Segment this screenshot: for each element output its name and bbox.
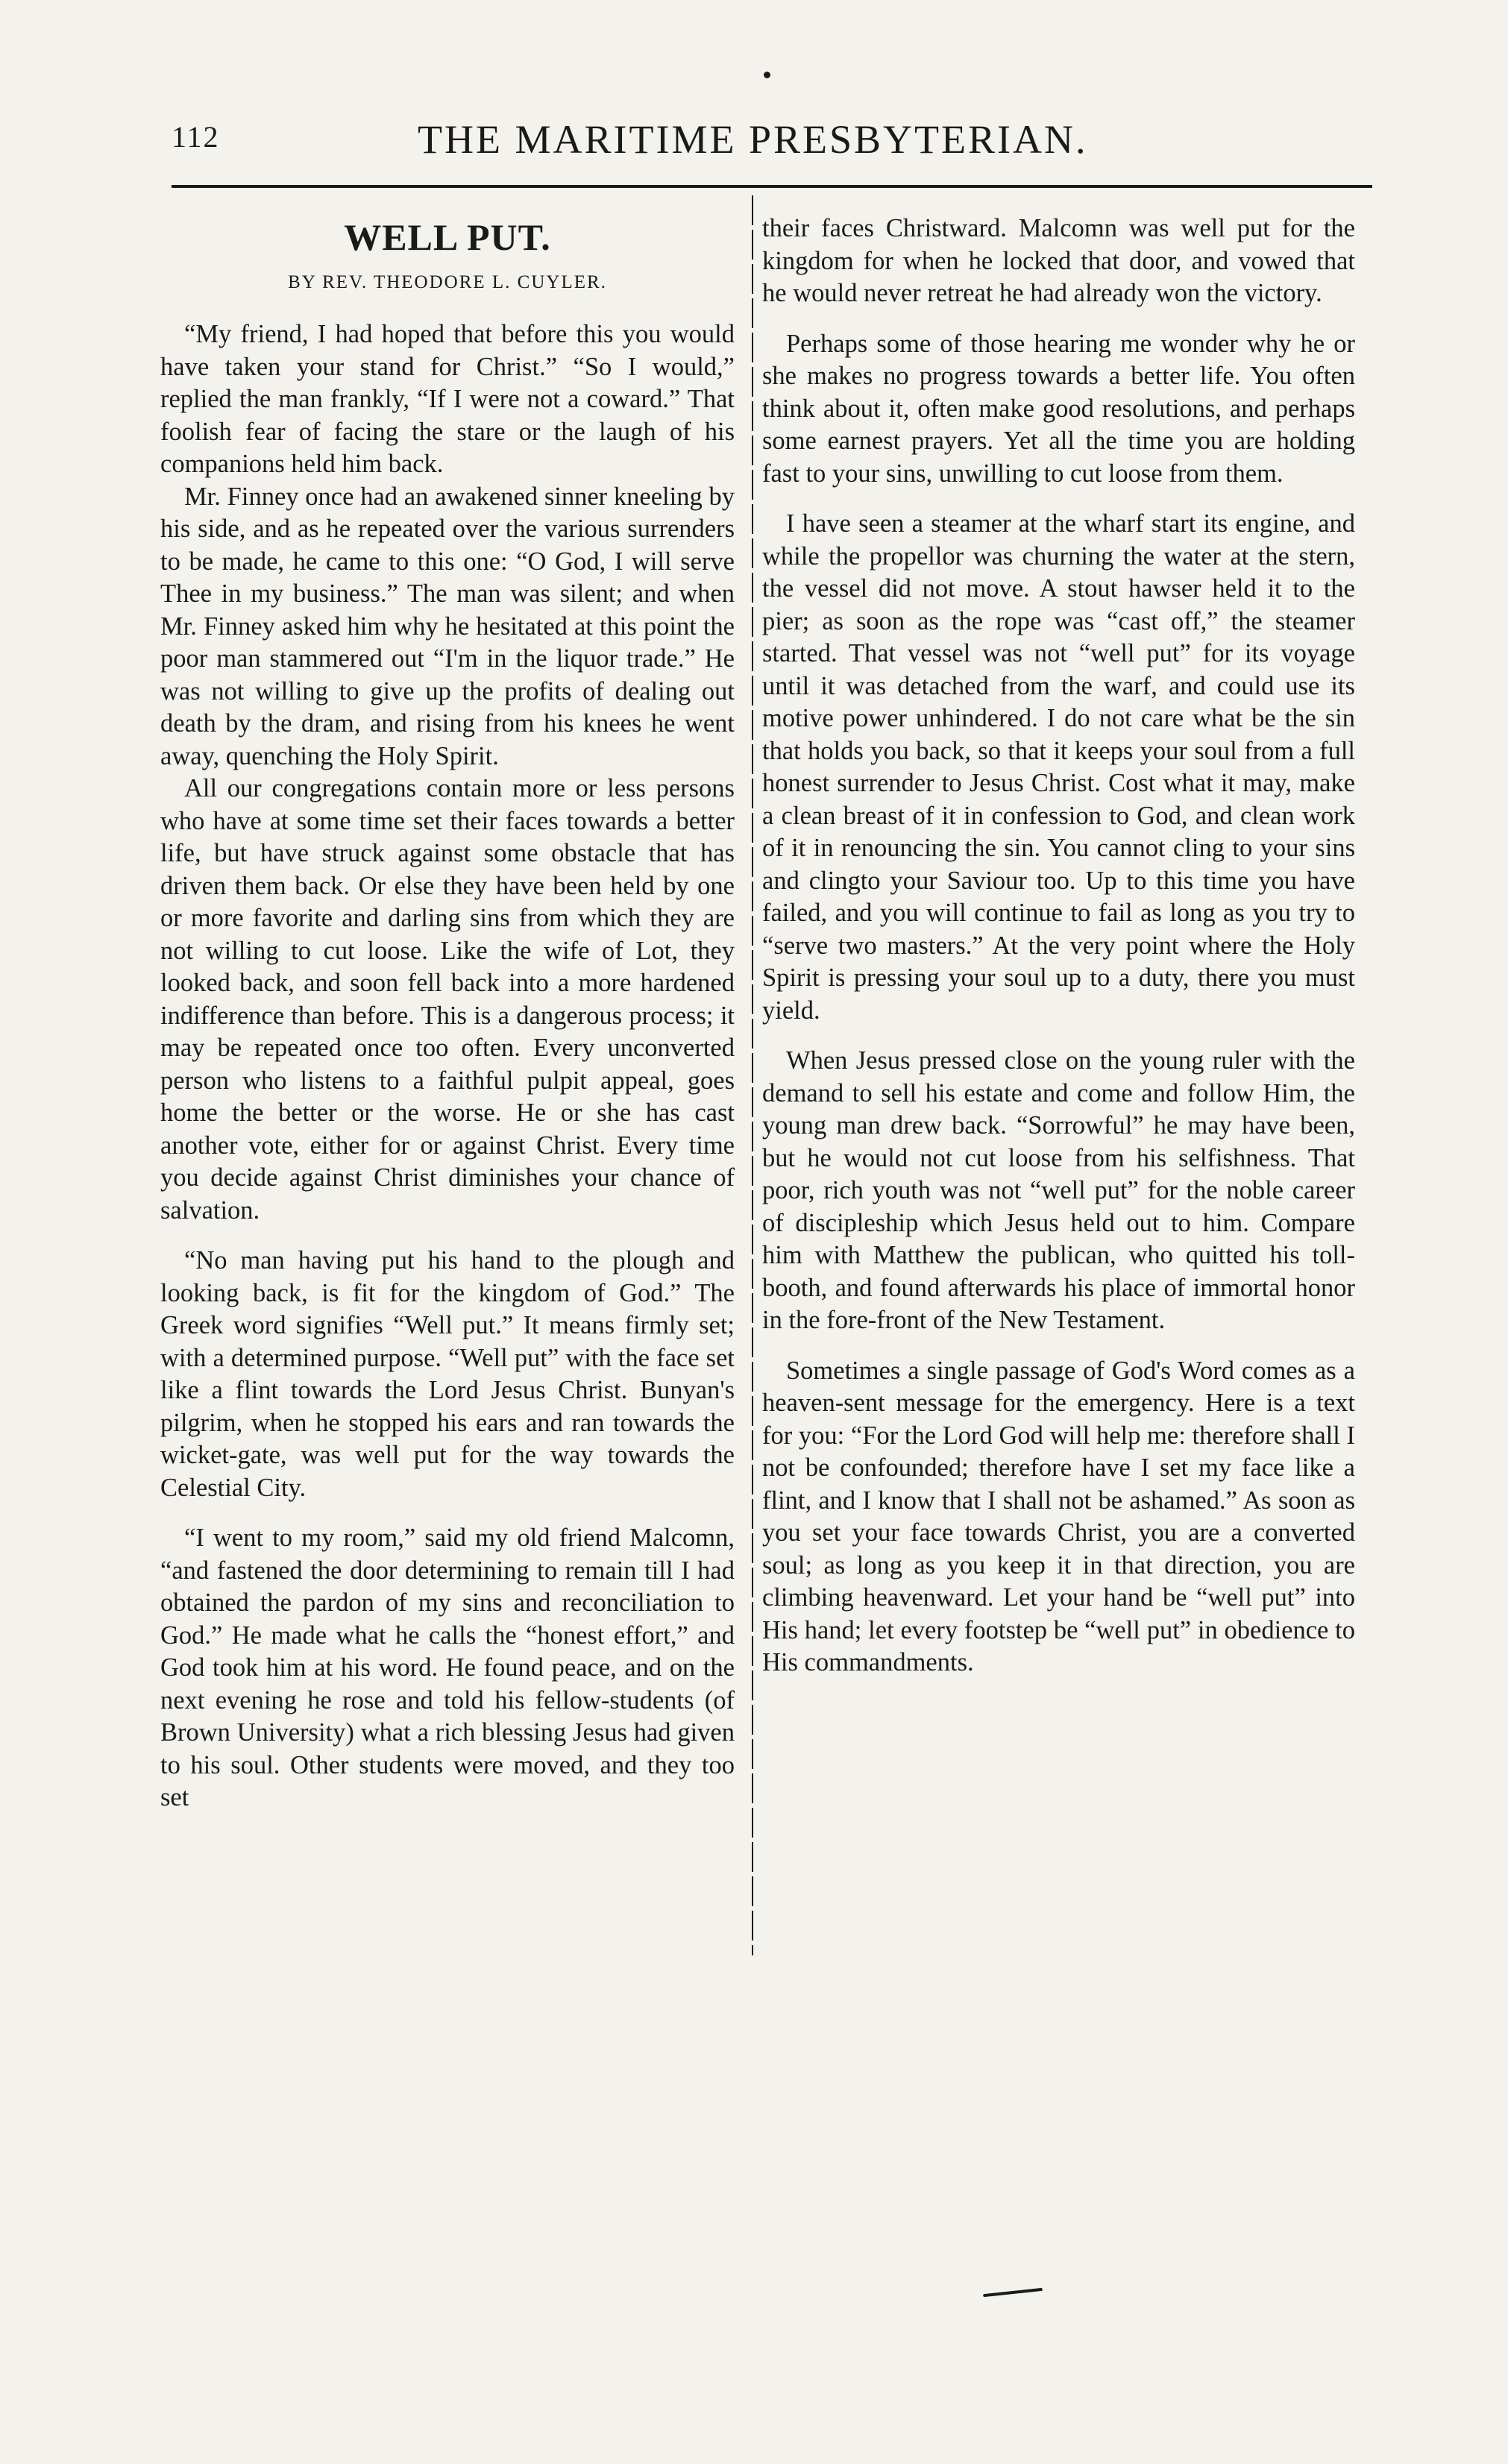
journal-title: THE MARITIME PRESBYTERIAN.: [418, 117, 1088, 162]
header-rule: [172, 185, 1372, 188]
paragraph: Sometimes a single passage of God's Word comes as a heaven-sent message for the emergency. Here is a text for you: “For the Lord God will help me: therefore shall I not be confounded; therefore have I set my face like a flint, and I know that I shall not be ashamed.” As soon as you set your face towards Christ, you are a converted soul; as long as you keep it in that direction, you are climbing heavenward. Let your hand be “well put” into His hand; let every footstep be “well put” in obedience to His commandments.: [762, 1356, 1355, 1676]
paragraph: their faces Christward. Malcomn was well put for the kingdom for when he locked that door, and vowed that he would never retreat he had already won the victory.: [762, 214, 1355, 307]
paragraph: Mr. Finney once had an awakened sinner kneeling by his side, and as he repeated over the various surrenders to be made, he came to this one: “O God, I will serve Thee in my business.” The man was silent; and when Mr. Finney asked him why he hesitated at this point the poor man stammered out “I'm in the liquor trade.” He was not willing to give up the profits of dealing out death by the dram, and rising from his knees he went away, quenching the Holy Spirit.: [160, 482, 735, 770]
running-head: [172, 119, 1372, 164]
paragraph: When Jesus pressed close on the young ruler with the demand to sell his estate and come and follow Him, the young man drew back. “Sorrowful” he may have been, but he would not cut loose from his selfishness. That poor, rich youth was not “well put” for the noble career of discipleship which Jesus held out to him. Compare him with Matthew the publican, who quitted his toll-booth, and found afterwards his place of immortal honor in the fore-front of the New Testament.: [762, 1046, 1355, 1334]
paragraph: Perhaps some of those hearing me wonder why he or she makes no progress towards a better life. You often think about it, often make good resolutions, and perhaps some earnest prayers. Yet all the time you are holding fast to your sins, unwilling to cut loose from them.: [762, 329, 1355, 488]
article-byline: BY REV. THEODORE L. CUYLER.: [288, 272, 607, 292]
paragraph: All our congregations contain more or less persons who have at some time set their faces towards a better life, but have struck against some obstacle that has driven them back. Or else they have been held by one or more favorite and darling sins from which they are not willing to cut loose. Like the wife of Lot, they looked back, and soon fell back into a more hardened indifference than before. This is a dangerous process; it may be repeated once too often. Every unconverted person who listens to a faithful pulpit appeal, goes home the better or the worse. He or she has cast another vote, either for or against Christ. Every time you decide against Christ diminishes your chance of salvation.: [160, 774, 735, 1225]
right-column: [762, 213, 1355, 1679]
paragraph: “No man having put his hand to the plough and looking back, is fit for the kingdom of God.” The Greek word signifies “Well put.” It means firmly set; with a determined purpose. “Well put” with the face set like a flint towards the Lord Jesus Christ. Bunyan's pilgrim, when he stopped his ears and ran towards the wicket-gate, was well put for the way towards the Celestial City.: [160, 1246, 735, 1502]
end-mark: [983, 2288, 1043, 2297]
paragraph: “I went to my room,” said my old friend Malcomn, “and fastened the door determining to remain till I had obtained the pardon of my sins and reconciliation to God.” He made what he calls the “honest effort,” and God took him at his word. He found peace, and on the next evening he rose and told his fellow-students (of Brown University) what a rich blessing Jesus had given to his soul. Other students were moved, and they too set: [160, 1524, 735, 1811]
print-speck: [764, 72, 770, 78]
left-column: [160, 213, 735, 1814]
paragraph: I have seen a steamer at the wharf start its engine, and while the propellor was churning the water at the stern, the vessel did not move. A stout hawser held it to the pier; as soon as the rope was “cast off,” the steamer started. That vessel was not “well put” for its voyage until it was detached from the warf, and could use its motive power unhindered. I do not care what be the sin that holds you back, so that it keeps your soul from a full honest surrender to Jesus Christ. Cost what it may, make a clean breast of it in confession to God, and clean work of it in renouncing the sin. You cannot cling to your sins and clingto your Saviour too. Up to this time you have failed, and you will continue to fail as long as you try to “serve two masters.” At the very point where the Holy Spirit is pressing your soul up to a duty, there you must yield.: [762, 509, 1355, 1025]
paragraph: “My friend, I had hoped that before this you would have taken your stand for Christ.” “So I would,” replied the man frankly, “If I were not a coward.” That foolish fear of facing the stare or the laugh of his companions held him back.: [160, 320, 735, 478]
column-divider: [752, 195, 753, 1955]
article-title: WELL PUT.: [344, 216, 551, 258]
page-number: 112: [172, 120, 220, 154]
